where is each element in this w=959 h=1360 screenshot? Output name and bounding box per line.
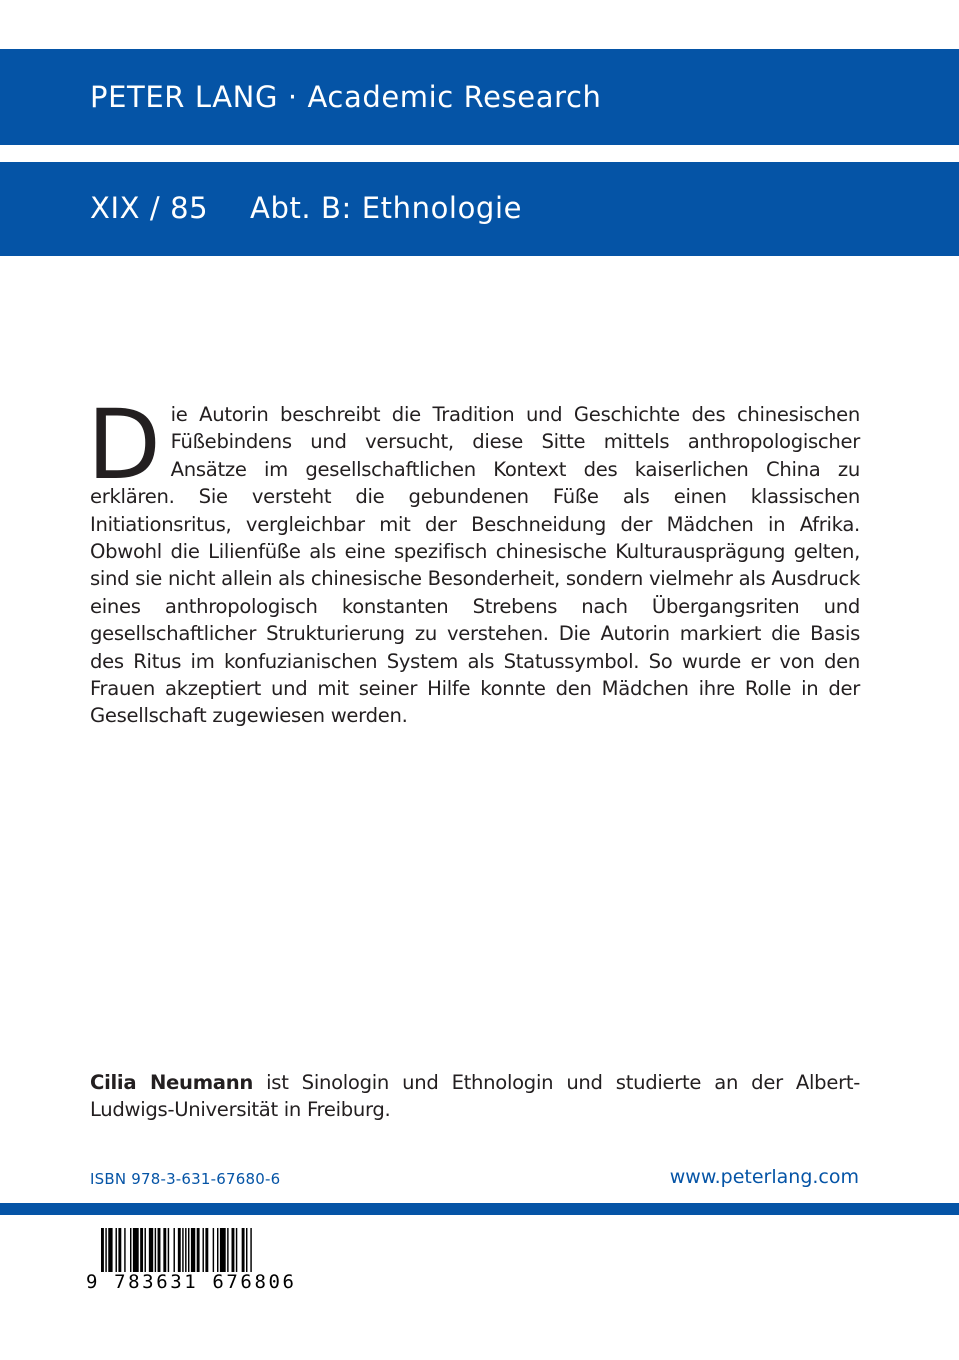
series-line: [90, 191, 522, 225]
author-bio: [90, 1069, 860, 1124]
author-name: Cilia Neumann: [90, 1071, 254, 1094]
publisher-banner: [0, 49, 959, 145]
drop-cap: D: [87, 389, 161, 501]
barcode: [82, 1222, 297, 1294]
abstract-text: ie Autorin beschreibt die Tradition und Geschichte des chinesischen Füßebindens und versucht, diese Sitte mittels anthropologischer Ansätze im gesellschaftlichen Kontext des kaiserlichen China zu erklären. Sie versteht die gebundenen Füße als einen klassischen Initiationsritus, vergleichbar mit der Beschneidung der Mädchen in Afrika. Obwohl die Lilienfüße als eine spezifisch chinesische Kulturausprägung gelten, sind sie nicht allein als chinesische Besonderheit, sondern vielmehr als Ausdruck eines anthropologisch konstanten Strebens nach Übergangsriten und gesellschaftlicher Strukturierung zu verstehen. Die Autorin markiert die Basis des Ritus im konfuzianischen System als Statussymbol. So wurde er von den Frauen akzeptiert und mit seiner Hilfe konnte den Mädchen ihre Rolle in der Gesellschaft zugewiesen werden.: [90, 403, 860, 728]
isbn-label: ISBN 978-3-631-67680-6: [90, 1170, 281, 1188]
series-banner: [0, 162, 959, 256]
footer-rule: [0, 1203, 959, 1215]
author-bio-text: ist Sinologin und Ethnologin und studierte an der Albert-Ludwigs-Universität in Freiburg.: [90, 1071, 860, 1122]
publisher-website-link[interactable]: www.peterlang.com: [669, 1166, 859, 1188]
barcode-icon: [101, 1228, 283, 1272]
series-number: XIX / 85: [90, 191, 209, 225]
barcode-digits: 9 783631 676806: [86, 1271, 297, 1293]
series-name: Abt. B: Ethnologie: [250, 191, 523, 225]
publisher-line: PETER LANG · Academic Research: [90, 80, 602, 114]
abstract-paragraph: [87, 389, 860, 730]
